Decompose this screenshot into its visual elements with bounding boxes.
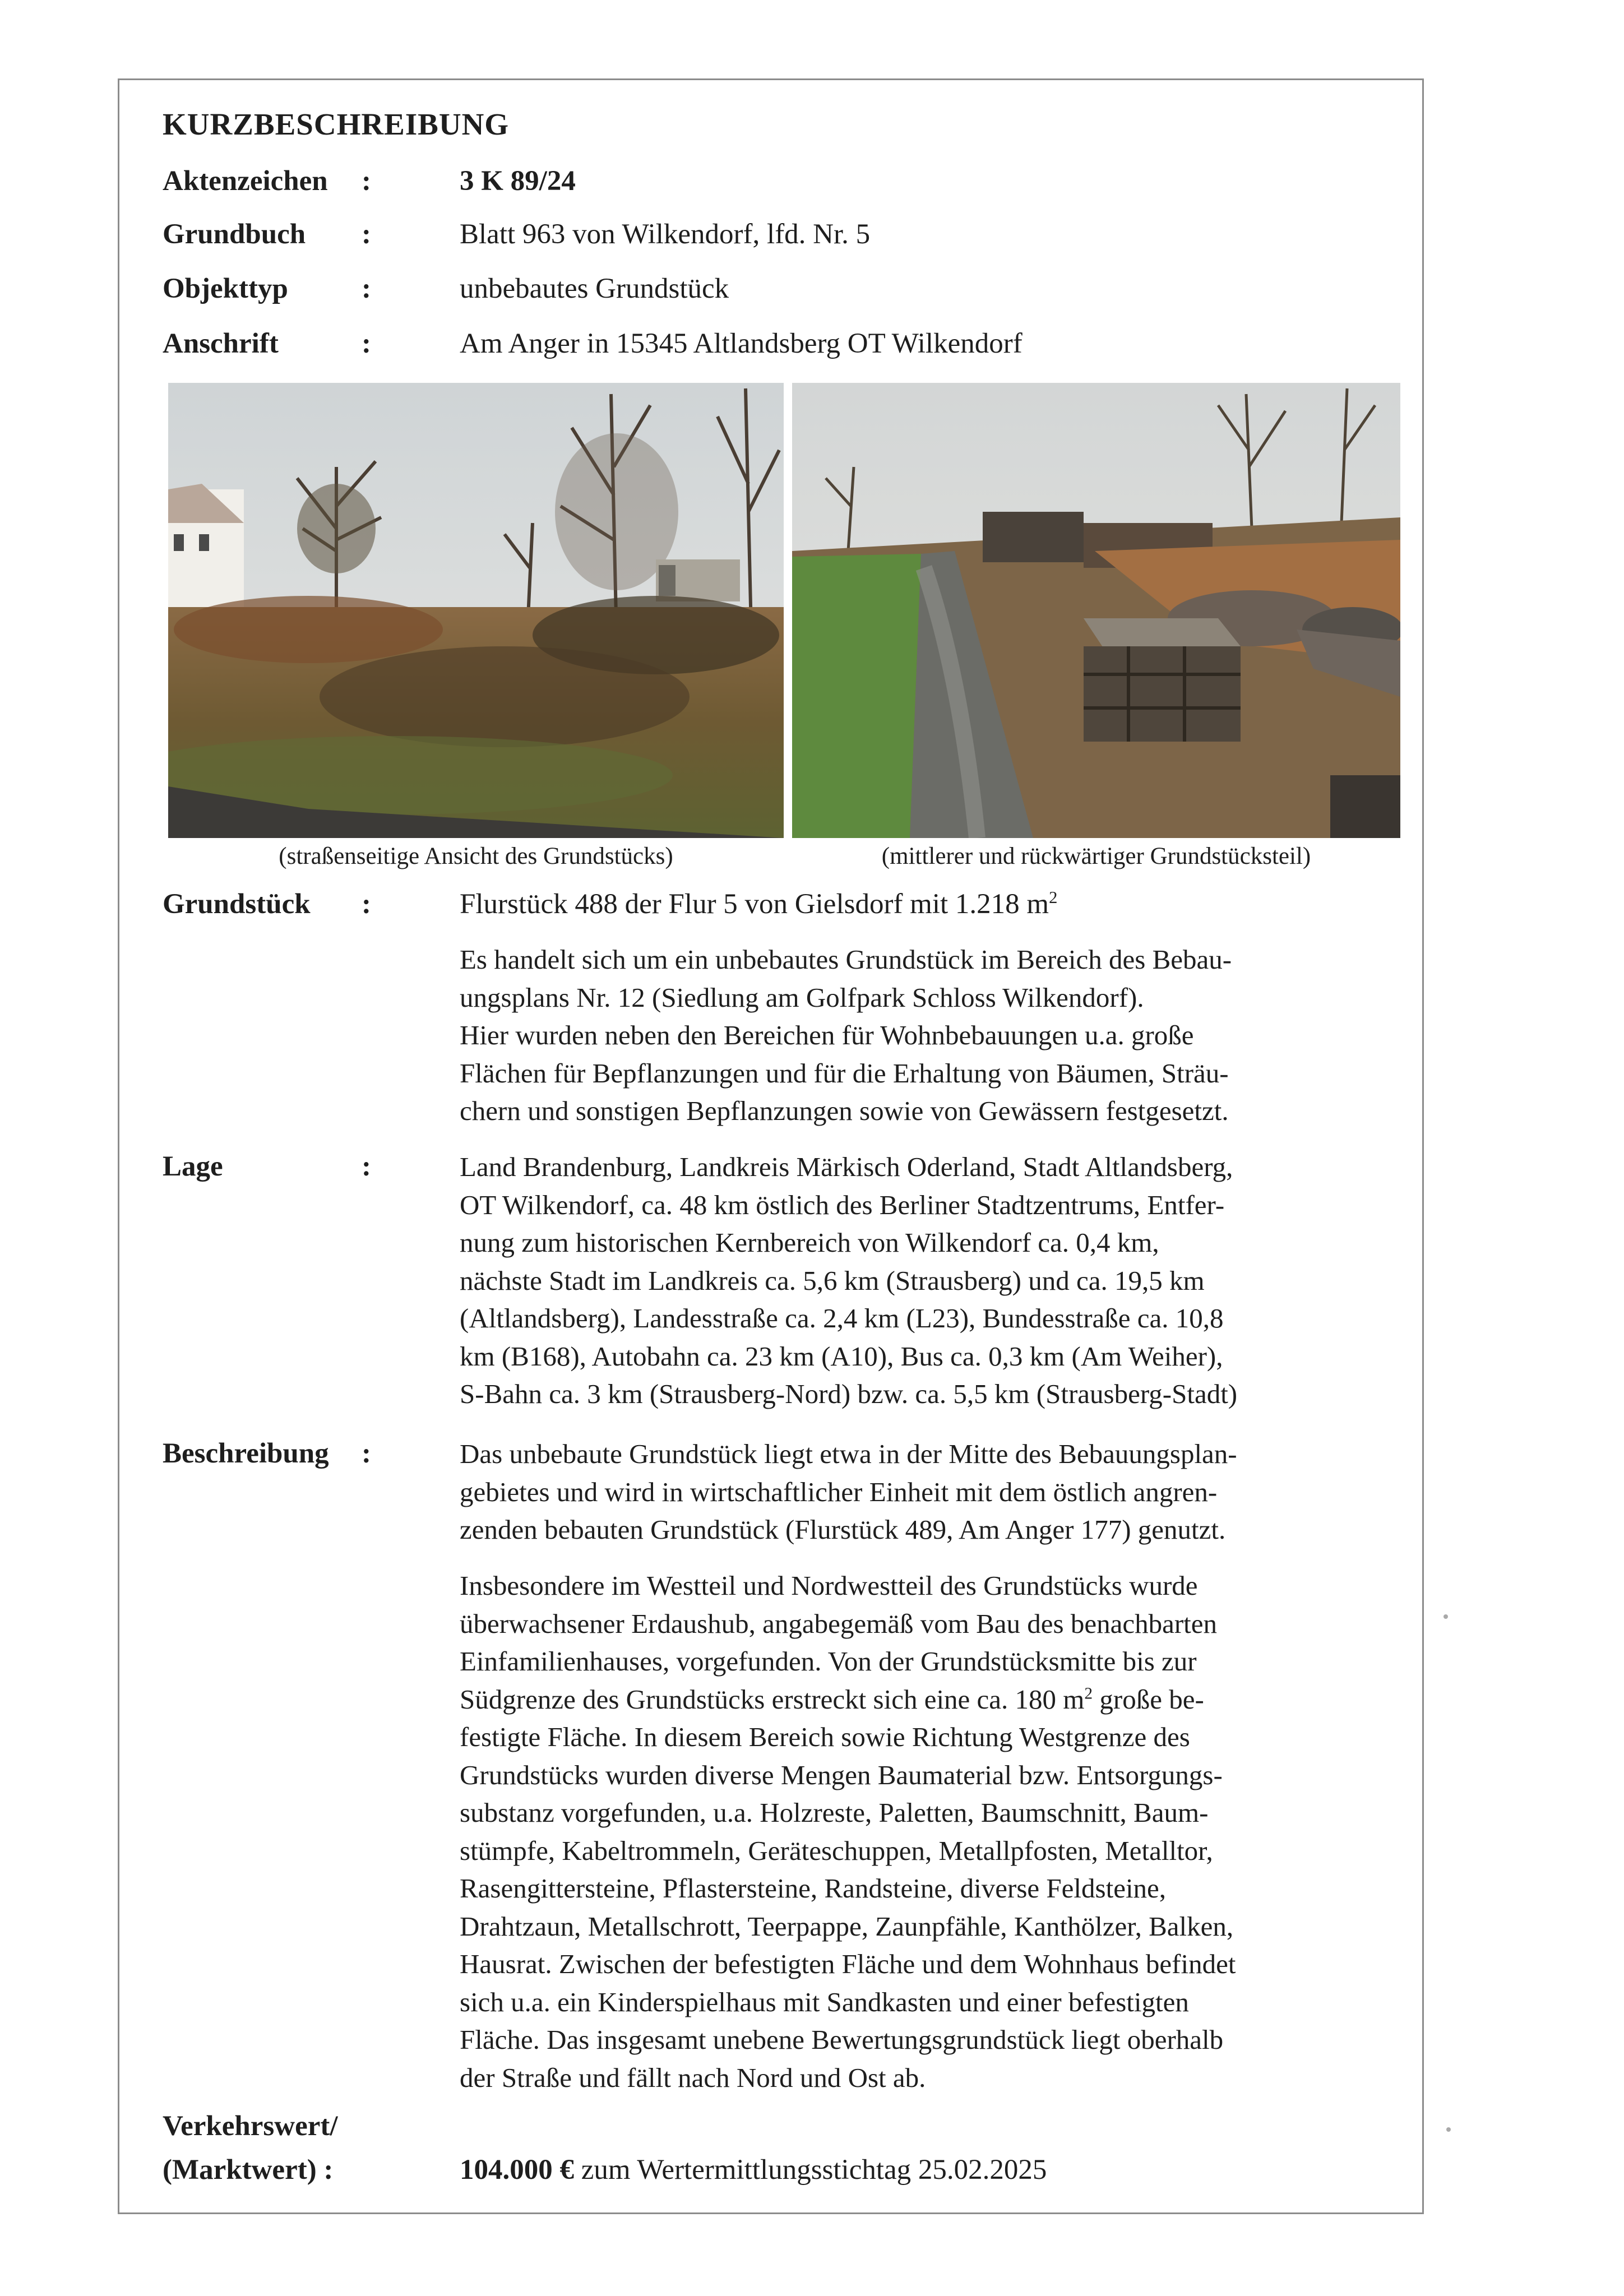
grundstueck-summary	[460, 886, 1415, 923]
row-colon: :	[362, 273, 371, 304]
text-line: Grundstücks wurden diverse Mengen Baumaterial bzw. Entsorgungs-	[460, 1759, 1223, 1790]
grundstueck-summary-sup: 2	[1049, 888, 1058, 907]
text-line: Drahtzaun, Metallschrott, Teerpappe, Zaunpfähle, Kanthölzer, Balken,	[460, 1910, 1234, 1942]
beschreibung-paragraph-2	[460, 1567, 1418, 2096]
verkehrswert-value	[460, 2151, 1415, 2188]
text-line: zenden bebauten Grundstück (Flurstück 489, Am Anger 177) genutzt.	[460, 1514, 1226, 1545]
text-line: Es handelt sich um ein unbebautes Grundstück im Bereich des Bebau-	[460, 944, 1232, 975]
text-line: festigte Fläche. In diesem Bereich sowie Richtung Westgrenze des	[460, 1721, 1190, 1752]
marktwert-label: (Marktwert) :	[163, 2154, 334, 2186]
text-line: Das unbebaute Grundstück liegt etwa in der Mitte des Bebauungsplan-	[460, 1438, 1237, 1469]
grundstueck-description	[460, 941, 1418, 1130]
photo-street-view	[168, 383, 784, 838]
section-colon: :	[362, 1438, 371, 1469]
lage-text	[460, 1148, 1418, 1413]
text-line: OT Wilkendorf, ca. 48 km östlich des Berliner Stadtzentrums, Entfer-	[460, 1189, 1225, 1220]
beschreibung-paragraph-1	[460, 1435, 1418, 1549]
row-label-objekttyp: Objekttyp	[163, 273, 288, 304]
text-line: Fläche. Das insgesamt unebene Bewertungsgrundstück liegt oberhalb	[460, 2024, 1224, 2055]
text-line: substanz vorgefunden, u.a. Holzreste, Paletten, Baumschnitt, Baum-	[460, 1797, 1209, 1828]
text-line: km (B168), Autobahn ca. 23 km (A10), Bus ca. 0,3 km (Am Weiher),	[460, 1340, 1223, 1372]
text-line: Insbesondere im Westteil und Nordwestteil des Grundstücks wurde	[460, 1570, 1198, 1601]
verkehrswert-label: Verkehrswert/	[163, 2110, 338, 2142]
verkehrswert-amount: 104.000 €	[460, 2154, 574, 2186]
photo-street-view-graphic	[168, 383, 784, 838]
text-line: chern und sonstigen Bepflanzungen sowie von Gewässern festgesetzt.	[460, 1095, 1229, 1126]
text-line: stümpfe, Kabeltrommeln, Geräteschuppen, Metallpfosten, Metalltor,	[460, 1835, 1213, 1866]
text-line-part: große be-	[1093, 1683, 1204, 1715]
text-line: gebietes und wird in wirtschaftlicher Einheit mit dem östlich angren-	[460, 1476, 1218, 1507]
text-line: Hausrat. Zwischen der befestigten Fläche und dem Wohnhaus befindet	[460, 1948, 1236, 1979]
grundbuch-value: Blatt 963 von Wilkendorf, lfd. Nr. 5	[460, 219, 871, 250]
text-line: sich u.a. ein Kinderspielhaus mit Sandkasten und einer befestigten	[460, 1986, 1189, 2017]
text-line: nächste Stadt im Landkreis ca. 5,6 km (Strausberg) und ca. 19,5 km	[460, 1265, 1205, 1296]
text-line: Land Brandenburg, Landkreis Märkisch Oderland, Stadt Altlandsberg,	[460, 1151, 1233, 1182]
text-line: Hier wurden neben den Bereichen für Wohnbebauungen u.a. große	[460, 1020, 1194, 1050]
row-label-aktenzeichen: Aktenzeichen	[163, 165, 328, 197]
objekttyp-value: unbebautes Grundstück	[460, 273, 729, 304]
text-line: Einfamilienhauses, vorgefunden. Von der Grundstücksmitte bis zur	[460, 1646, 1197, 1677]
scan-speck	[1443, 1614, 1448, 1619]
grundstueck-summary-text: Flurstück 488 der Flur 5 von Gielsdorf mit 1.218 m	[460, 888, 1049, 920]
text-line: überwachsener Erdaushub, angabegemäß vom Bau des benachbarten	[460, 1608, 1218, 1639]
section-colon: :	[362, 888, 371, 920]
row-colon: :	[362, 165, 371, 197]
text-line: Flächen für Bepflanzungen und für die Erhaltung von Bäumen, Sträu-	[460, 1057, 1229, 1089]
section-label-beschreibung: Beschreibung	[163, 1438, 329, 1469]
text-line: Rasengittersteine, Pflastersteine, Randsteine, diverse Feldsteine,	[460, 1873, 1167, 1904]
photo-caption-street-view: (straßenseitige Ansicht des Grundstücks)	[279, 843, 673, 869]
verkehrswert-date-text: zum Wertermittlungsstichtag 25.02.2025	[574, 2154, 1047, 2186]
photo-rear-view	[792, 383, 1400, 838]
row-label-anschrift: Anschrift	[163, 328, 279, 359]
text-line: S-Bahn ca. 3 km (Strausberg-Nord) bzw. ca. 5,5 km (Strausberg-Stadt)	[460, 1378, 1238, 1409]
section-label-grundstueck: Grundstück	[163, 888, 311, 920]
scan-speck	[1446, 2127, 1451, 2132]
section-label-lage: Lage	[163, 1151, 223, 1182]
text-line: der Straße und fällt nach Nord und Ost ab.	[460, 2062, 926, 2093]
row-colon: :	[362, 219, 371, 250]
text-line: ungsplans Nr. 12 (Siedlung am Golfpark Schloss Wilkendorf).	[460, 982, 1144, 1013]
row-colon: :	[362, 328, 371, 359]
section-colon: :	[362, 1151, 371, 1182]
text-line: (Altlandsberg), Landesstraße ca. 2,4 km (L23), Bundesstraße ca. 10,8	[460, 1303, 1224, 1334]
text-line	[460, 1681, 1418, 1719]
document-heading: KURZBESCHREIBUNG	[163, 107, 510, 141]
aktenzeichen-value: 3 K 89/24	[460, 165, 576, 197]
photo-rear-view-graphic	[792, 383, 1400, 838]
text-line-part: Südgrenze des Grundstücks erstreckt sich eine ca. 180 m	[460, 1683, 1085, 1715]
photo-caption-rear-view: (mittlerer und rückwärtiger Grundstücksteil)	[881, 843, 1311, 869]
anschrift-value: Am Anger in 15345 Altlandsberg OT Wilkendorf	[460, 328, 1022, 359]
text-line: nung zum historischen Kernbereich von Wilkendorf ca. 0,4 km,	[460, 1227, 1159, 1258]
row-label-grundbuch: Grundbuch	[163, 219, 306, 250]
superscript-2: 2	[1084, 1684, 1093, 1703]
